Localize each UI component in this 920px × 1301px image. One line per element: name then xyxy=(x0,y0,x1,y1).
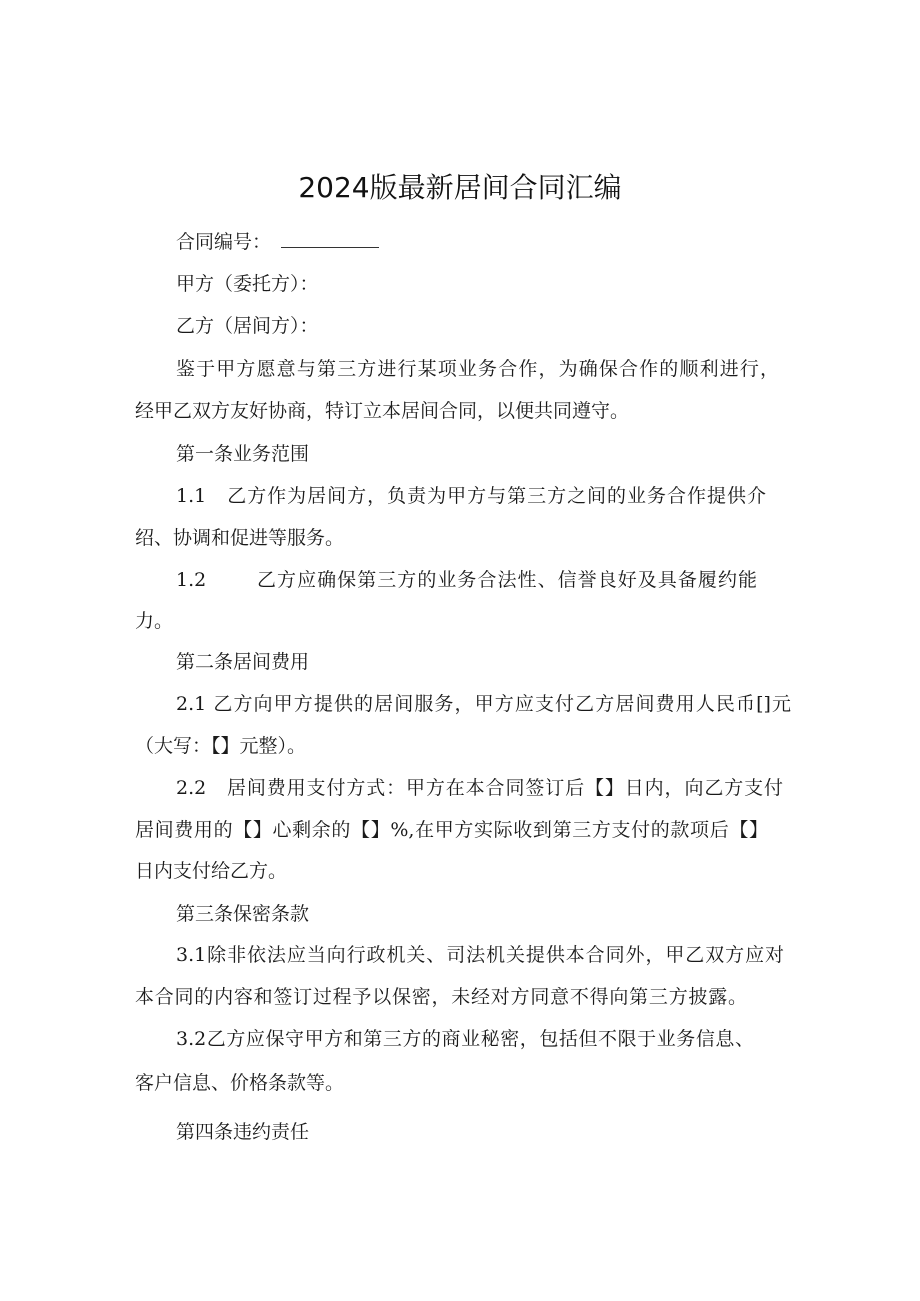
clause-1-2-line-1: 乙方应确保第三方的业务合法性、信誉良好及具备履约能 xyxy=(257,569,757,591)
clause-2-2-line-3: 日内支付给乙方。 xyxy=(135,860,288,882)
clause-1-1-line-2: 绍、协调和促进等服务。 xyxy=(135,527,345,549)
clause-1-2-line-2: 力。 xyxy=(135,610,174,632)
contract-number-line xyxy=(176,228,379,256)
article-3-heading: 第三条保密条款 xyxy=(176,903,310,925)
document-title: 2024版最新居间合同汇编 xyxy=(298,171,622,204)
contract-number-blank xyxy=(281,229,379,248)
clause-1-1-line-1: 1.1 乙方作为居间方，负责为甲方与第三方之间的业务合作提供介 xyxy=(176,485,766,507)
article-1-heading: 第一条业务范围 xyxy=(176,443,310,465)
article-2-heading: 第二条居间费用 xyxy=(176,651,310,673)
party-b-line: 乙方（居间方）： xyxy=(176,315,319,337)
clause-2-2-line-2: 居间费用的【】心剩余的【】%,在甲方实际收到第三方支付的款项后【】 xyxy=(135,819,768,841)
article-4-heading: 第四条违约责任 xyxy=(176,1121,310,1143)
clause-3-2-line-1: 3.2乙方应保守甲方和第三方的商业秘密，包括但不限于业务信息、 xyxy=(176,1028,754,1050)
clause-3-1-line-2: 本合同的内容和签订过程予以保密，未经对方同意不得向第三方披露。 xyxy=(135,986,747,1008)
contract-number-label: 合同编号： xyxy=(176,231,272,253)
preamble-line-1: 鉴于甲方愿意与第三方进行某项业务合作，为确保合作的顺利进行， xyxy=(176,358,779,380)
clause-2-2-line-1: 2.2 居间费用支付方式：甲方在本合同签订后【】日内，向乙方支付 xyxy=(176,777,783,799)
clause-2-1-line-2: （大写：【】元整）。 xyxy=(135,735,307,757)
clause-1-2-number: 1.2 xyxy=(176,569,207,591)
party-a-line: 甲方（委托方）： xyxy=(176,273,319,295)
clause-3-1-line-1: 3.1除非依法应当向行政机关、司法机关提供本合同外，甲乙双方应对 xyxy=(176,944,784,966)
clause-3-2-line-2: 客户信息、价格条款等。 xyxy=(135,1072,345,1094)
clause-2-1-line-1: 2.1 乙方向甲方提供的居间服务，甲方应支付乙方居间费用人民币[]元 xyxy=(176,693,791,715)
preamble-line-2: 经甲乙双方友好协商，特订立本居间合同，以便共同遵守。 xyxy=(135,400,630,422)
